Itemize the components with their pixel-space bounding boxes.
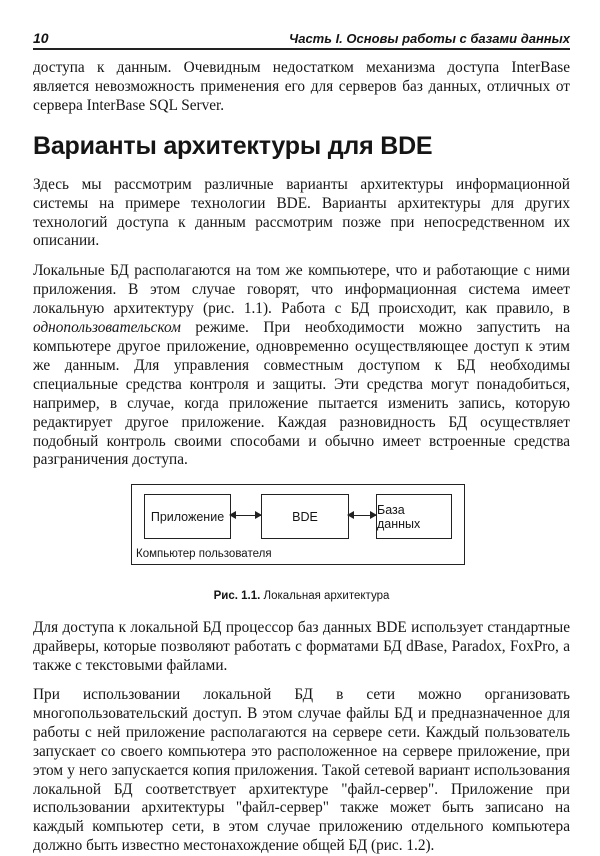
book-page <box>33 30 570 856</box>
double-arrow-icon <box>348 515 376 516</box>
emphasis-single-user: однопользовательском <box>33 319 181 337</box>
page-header <box>33 30 570 50</box>
application-box: Приложение <box>144 494 231 539</box>
paragraph-drivers: Для доступа к локальной БД процессор баз данных BDE использует стандартные драйверы, которые позволяют работать с форматами БД dBase, Paradox, FoxPro, а также с текстовыми файлами. <box>33 619 570 675</box>
figure-caption-number: Рис. 1.1. <box>213 590 261 603</box>
figure-caption-text: Локальная архитектура <box>263 590 390 603</box>
running-title: Часть I. Основы работы с базами данных <box>289 31 570 46</box>
figure-local-architecture <box>33 480 570 610</box>
paragraph-intro: доступа к данным. Очевидным недостатком механизма доступа InterBase является невозможность применения его для серверов баз данных, отличных от сервера InterBase SQL Server. <box>33 59 570 114</box>
paragraph-local-db <box>33 262 570 470</box>
paragraph-local-db-part1: Локальные БД располагаются на том же компьютере, что и работающие с ними приложения. В этом случае говорят, что информационная система имеет локальную архитектуру (рис. 1.1). Работа с БД происходит, как правило, в <box>33 262 570 318</box>
figure-caption <box>33 590 570 602</box>
page-number: 10 <box>33 30 49 46</box>
bde-box: BDE <box>261 494 349 539</box>
database-box: База данных <box>376 494 452 539</box>
section-title: Варианты архитектуры для BDE <box>33 131 433 160</box>
paragraph-file-server: При использовании локальной БД в сети можно организовать многопользовательский доступ. В этом случае файлы БД и предназначенное для работы с ней приложение располагаются на сервере сети. Каждый пользователь запускает со своего компьютера это расположенное на сервере приложение, при этом у него запускается копия приложения. Такой сетевой вариант использования локальной БД соответствует архитектуре "файл-сервер". Приложение при использовании архитектуры "файл-сервер" также может быть записано на каждый компьютер сети, в этом случае приложению отдельного компьютера должно быть известно местонахождение общей БД (рис. 1.2). <box>33 686 570 855</box>
paragraph-architecture-overview: Здесь мы рассмотрим различные варианты архитектуры информационной системы на примере технологии BDE. Варианты архитектуры для других технологий доступа к данным рассмотрим позже при непосредственном их описании. <box>33 175 570 250</box>
user-computer-label: Компьютер пользователя <box>136 548 272 561</box>
double-arrow-icon <box>230 515 261 516</box>
paragraph-local-db-part2: режиме. При необходимости можно запустить на компьютере другое приложение, одновременно осуществляющее доступ к этим же данным. Для управления совместным доступом к БД необходимы специальные средства контроля и защиты. Эти средства могут понадобиться, например, в случае, когда приложение пытается изменить запись, которую редактирует другое приложение. Каждая разновидность БД осуществляет подобный контроль своими способами и обычно имеет встроенные средства разграничения доступа. <box>33 319 570 469</box>
